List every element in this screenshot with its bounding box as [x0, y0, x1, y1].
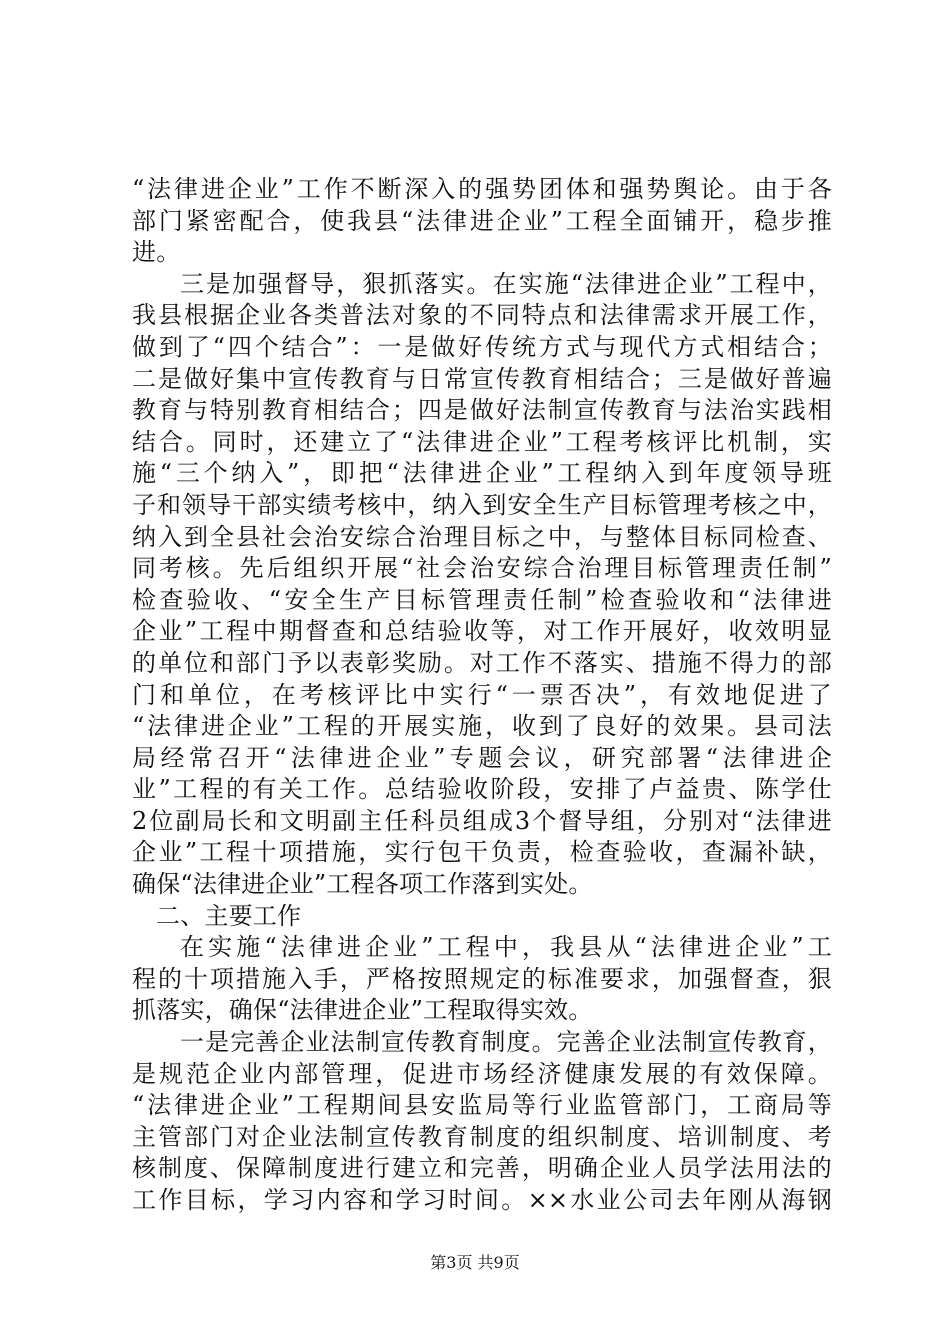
text-line: 2位副局长和文明副主任科员组成3个督导组，分别对“法律进: [132, 806, 832, 835]
text-line: “法律进企业”工程期间县安监局等行业监管部门，工商局等: [132, 1091, 832, 1120]
text-line: 的单位和部门予以表彰奖励。对工作不落实、措施不得力的部: [132, 648, 832, 677]
text-line: 抓落实，确保“法律进企业”工程取得实效。: [132, 996, 593, 1025]
text-line: 工作目标，学习内容和学习时间。××水业公司去年刚从海钢: [132, 1186, 832, 1214]
text-line: 二是做好集中宣传教育与日常宣传教育相结合；三是做好普遍: [132, 364, 832, 393]
text-line: 施“三个纳入”，即把“法律进企业”工程纳入到年度领导班: [132, 459, 832, 488]
text-line: 程的十项措施入手，严格按照规定的标准要求，加强督查，狠: [132, 964, 832, 993]
text-line: 企业”工程十项措施，实行包干负责，检查验收，查漏补缺，: [132, 838, 832, 867]
text-line: 门和单位，在考核评比中实行“一票否决”，有效地促进了: [132, 680, 832, 709]
text-line: 纳入到全县社会治安综合治理目标之中，与整体目标同检查、: [132, 522, 832, 551]
text-line: 在实施“法律进企业”工程中，我县从“法律进企业”工: [180, 933, 832, 962]
text-line: “法律进企业”工作不断深入的强势团体和强势舆论。由于各: [132, 175, 832, 203]
text-line: 业”工程的有关工作。总结验收阶段，安排了卢益贵、陈学仕: [132, 775, 832, 804]
text-line: 进。: [132, 238, 181, 267]
text-line: 三是加强督导，狠抓落实。在实施“法律进企业”工程中，: [180, 269, 832, 298]
text-line: 一是完善企业法制宣传教育制度。完善企业法制宣传教育，: [180, 1028, 832, 1057]
text-line: 是规范企业内部管理，促进市场经济健康发展的有效保障。: [132, 1059, 832, 1088]
text-line: 确保“法律进企业”工程各项工作落到实处。: [132, 870, 593, 899]
text-line: “法律进企业”工程的开展实施，收到了良好的效果。县司法: [132, 712, 832, 741]
page-footer: 第3页 共9页: [430, 1253, 520, 1272]
text-line: 我县根据企业各类普法对象的不同特点和法律需求开展工作，: [132, 301, 832, 330]
document-body: [132, 174, 832, 1217]
text-line: 局经常召开“法律进企业”专题会议，研究部署“法律进企: [132, 743, 832, 772]
text-line: 核制度、保障制度进行建立和完善，明确企业人员学法用法的: [132, 1154, 832, 1183]
text-line: 企业”工程中期督查和总结验收等，对工作开展好，收效明显: [132, 617, 832, 646]
text-line: 子和领导干部实绩考核中，纳入到安全生产目标管理考核之中，: [132, 490, 832, 519]
text-line: 检查验收、“安全生产目标管理责任制”检查验收和“法律进: [132, 585, 832, 614]
text-line: 二、主要工作: [156, 901, 302, 930]
text-line: 主管部门对企业法制宣传教育制度的组织制度、培训制度、考: [132, 1122, 832, 1151]
text-line: 做到了“四个结合”：一是做好传统方式与现代方式相结合；: [132, 332, 832, 361]
text-line: 教育与特别教育相结合；四是做好法制宣传教育与法治实践相: [132, 396, 832, 425]
text-line: 同考核。先后组织开展“社会治安综合治理目标管理责任制”: [132, 554, 832, 583]
text-line: 部门紧密配合，使我县“法律进企业”工程全面铺开，稳步推: [132, 206, 832, 235]
text-line: 结合。同时，还建立了“法律进企业”工程考核评比机制，实: [132, 427, 832, 456]
